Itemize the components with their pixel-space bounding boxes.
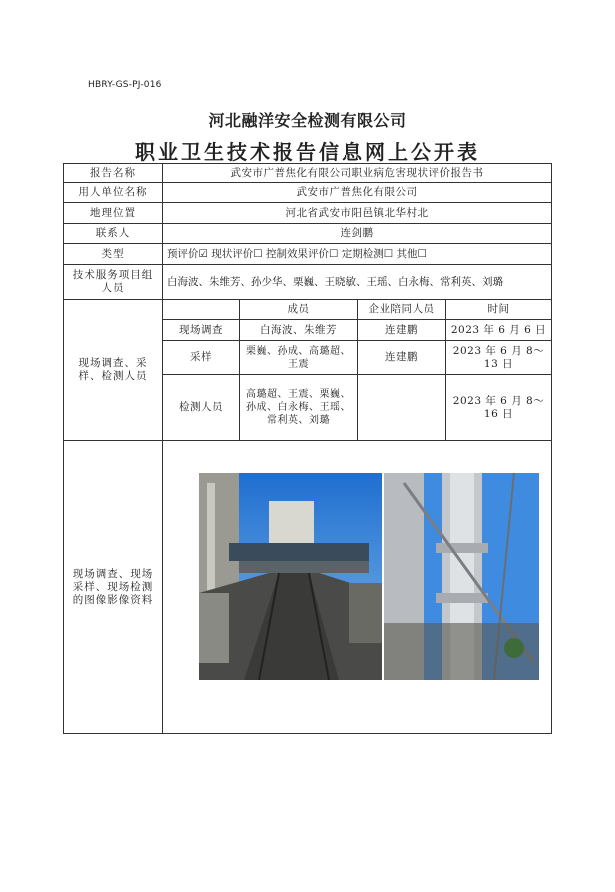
location-label: 地理位置 [64,203,163,224]
site-photo-1 [199,473,382,680]
survey-header-escort: 企业陪同人员 [358,300,446,320]
images-label: 现场调查、现场采样、现场检测的图像影像资料 [64,441,163,734]
survey-member: 白海波、朱维芳 [240,320,358,341]
row-report-name [64,164,552,183]
location-value: 河北省武安市阳邑镇北华村北 [163,203,552,224]
survey-header-row [64,300,552,320]
survey-header-blank [163,300,240,320]
report-name-label: 报告名称 [64,164,163,183]
type-label: 类型 [64,244,163,265]
survey-header-time: 时间 [446,300,552,320]
contact-value: 连剑鹏 [163,224,552,244]
row-type [64,244,552,265]
type-options: 预评价☑ 现状评价☐ 控制效果评价☐ 定期检测☐ 其他☐ [163,244,552,265]
survey-header-member: 成员 [240,300,358,320]
survey-label: 现场调查、采样、检测人员 [64,300,163,441]
row-contact [64,224,552,244]
survey-kind: 采样 [163,341,240,375]
survey-kind: 检测人员 [163,375,240,441]
info-table [63,163,552,734]
row-team [64,265,552,300]
survey-escort: 连建鹏 [358,341,446,375]
survey-escort: 连建鹏 [358,320,446,341]
survey-time: 2023 年 6 月 8～16 日 [446,375,552,441]
images-cell [163,441,552,734]
survey-time: 2023 年 6 月 8～13 日 [446,341,552,375]
survey-kind: 现场调查 [163,320,240,341]
employer-value: 武安市广普焦化有限公司 [163,183,552,203]
document-code: HBRY-GS-PJ-016 [88,80,162,90]
survey-escort [358,375,446,441]
site-photo-2 [384,473,539,680]
row-location [64,203,552,224]
survey-time: 2023 年 6 月 6 日 [446,320,552,341]
survey-member: 高璐超、王震、栗巍、孙成、白永梅、王瑶、常利英、刘璐 [240,375,358,441]
coke-oven-photo-icon [199,473,382,680]
page-title: 职业卫生技术报告信息网上公开表 [135,140,480,164]
contact-label: 联系人 [64,224,163,244]
row-employer [64,183,552,203]
survey-member: 栗巍、孙成、高璐超、王震 [240,341,358,375]
row-images [64,441,552,734]
report-name-value: 武安市广普焦化有限公司职业病危害现状评价报告书 [163,164,552,183]
company-name: 河北融洋安全检测有限公司 [208,111,407,130]
steel-pipe-photo-icon [384,473,539,680]
team-members: 白海波、朱维芳、孙少华、栗巍、王晓敏、王瑶、白永梅、常利英、刘璐 [163,265,552,300]
employer-label: 用人单位名称 [64,183,163,203]
team-label: 技术服务项目组人员 [64,265,163,300]
